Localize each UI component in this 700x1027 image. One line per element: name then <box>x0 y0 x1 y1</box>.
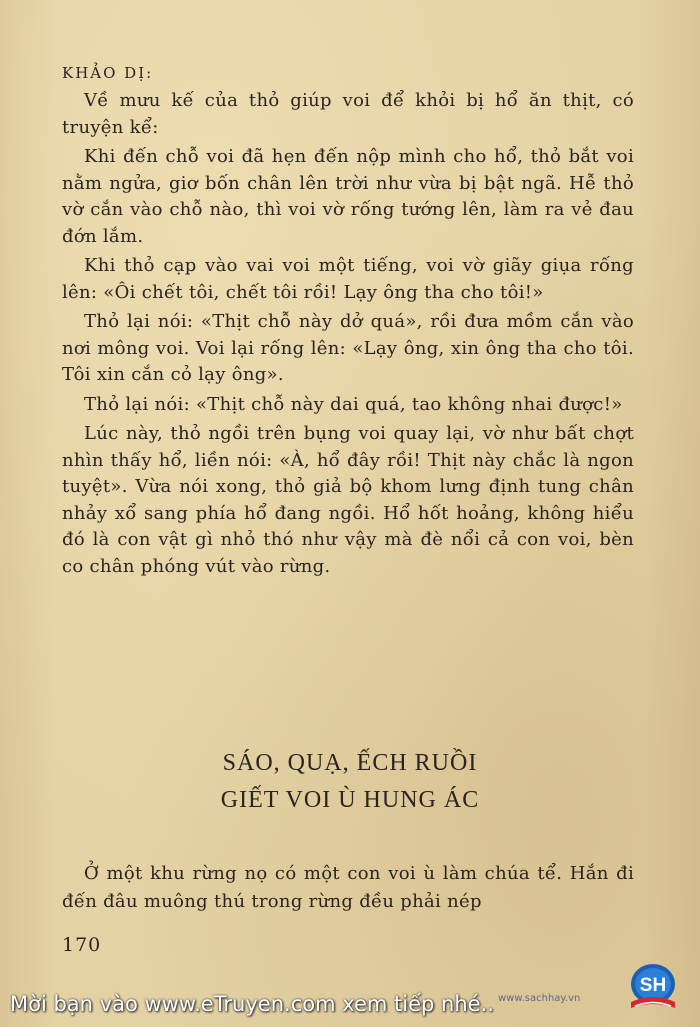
paragraph-5: Thỏ lại nói: «Thịt chỗ này dai quá, tao không nhai được!» <box>84 393 623 415</box>
story-title-line-1: SÁO, QUẠ, ẾCH RUỒI <box>222 750 478 776</box>
site-url[interactable]: www.sachhay.vn <box>498 993 581 1004</box>
logo-text: SH <box>639 975 667 996</box>
watermark-link[interactable]: Mời bạn vào www.eTruyen.com xem tiếp nhé.. <box>10 992 494 1016</box>
page-number: 170 <box>62 934 102 956</box>
paragraph-2: Khi đến chỗ voi đã hẹn đến nộp mình cho hổ, thỏ bắt voi nằm ngửa, giơ bốn chân lên trời như vừa bị bật ngã. Hễ thỏ vờ cắn vào chỗ nào, thì voi vờ rống tướng lên, làm ra vẻ đau đớn lắm. <box>62 146 634 247</box>
publisher-logo-icon[interactable] <box>625 962 681 1012</box>
story-opening-paragraph: Ở một khu rừng nọ có một con voi ù làm chúa tể. Hắn đi đến đâu muông thú trong rừng đều phải nép <box>62 863 634 912</box>
page-body <box>62 62 634 583</box>
story-title-line-2: GIẾT VOI Ù HUNG ÁC <box>220 787 480 813</box>
section-heading: KHẢO DỊ: <box>62 64 154 82</box>
story-title <box>0 745 700 819</box>
paragraph-1: Về mưu kế của thỏ giúp voi để khỏi bị hổ ăn thịt, có truyện kể: <box>62 90 634 138</box>
paragraph-4: Thỏ lại nói: «Thịt chỗ này dở quá», rồi đưa mồm cắn vào nơi mông voi. Voi lại rống lên: «Lạy ông, xin ông tha cho tôi. Tôi xin cắn cỏ lạy ông». <box>62 311 634 385</box>
paragraph-3: Khi thỏ cạp vào vai voi một tiếng, voi vờ giãy giụa rống lên: «Ôi chết tôi, chết tôi rồi! Lạy ông tha cho tôi!» <box>62 255 634 303</box>
paragraph-6: Lúc này, thỏ ngồi trên bụng voi quay lại, vờ như bất chợt nhìn thấy hổ, liền nói: «À, hổ đây rồi! Thịt này chắc là ngon tuyệt». Vừa nói xong, thỏ giả bộ khom lưng định tung chân nhảy xổ sang phía hổ đang ngồi. Hổ hốt hoảng, không hiểu đó là con vật gì nhỏ thó như vậy mà đè nổi cả con voi, bèn co chân phóng vút vào rừng. <box>62 423 634 577</box>
